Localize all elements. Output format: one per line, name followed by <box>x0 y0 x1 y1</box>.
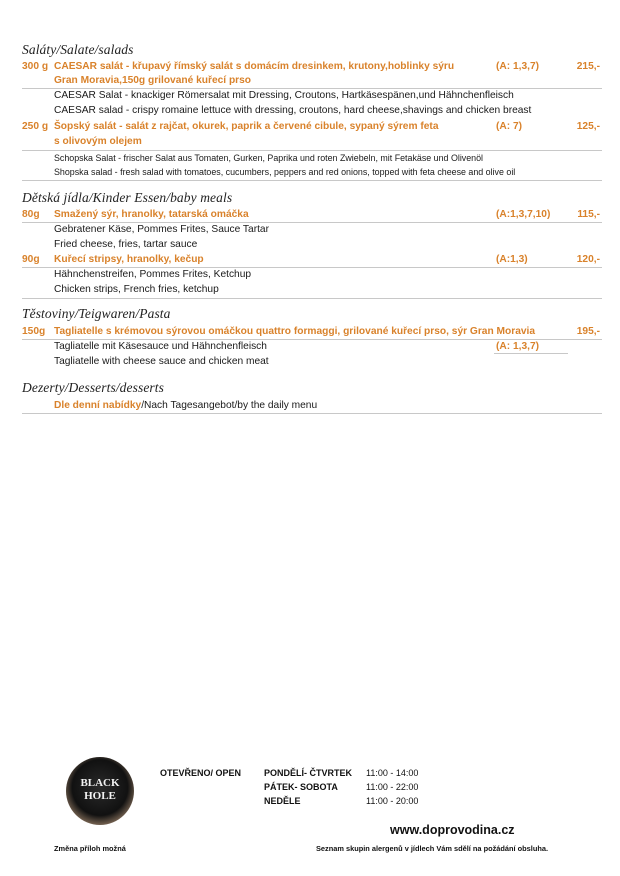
item-desc-de: CAESAR Salat - knackiger Römersalat mit Dressing, Croutons, Hartkäsespänen,und Hähnchenfleisch <box>54 90 514 101</box>
hours-time-0: 11:00 - 14:00 <box>366 768 419 778</box>
divider <box>22 298 602 299</box>
divider <box>494 353 568 354</box>
item-desc-en: Tagliatelle with cheese sauce and chicken meat <box>54 356 269 367</box>
item-weight: 150g <box>22 326 46 337</box>
item-name: CAESAR salát - křupavý římský salát s domácím dresinkem, krutony,hoblinky sýru <box>54 61 455 72</box>
dessert-line <box>54 399 317 413</box>
item-weight: 250 g <box>22 121 49 132</box>
hours-time-1: 11:00 - 22:00 <box>366 782 419 792</box>
open-label: OTEVŘENO/ OPEN <box>160 768 242 778</box>
item-price: 120,- <box>576 254 600 265</box>
item-allergens: (A: 7) <box>496 121 523 132</box>
section-title-kids: Dětská jídla/Kinder Essen/baby meals <box>22 190 233 205</box>
item-price: 215,- <box>576 61 600 72</box>
item-desc-de: Hähnchenstreifen, Pommes Frites, Ketchup <box>54 269 252 280</box>
divider <box>22 413 602 414</box>
item-desc-de: Tagliatelle mit Käsesauce und Hähnchenfleisch <box>54 341 267 352</box>
sides-note: Změna příloh možná <box>54 844 126 853</box>
dessert-rest: /Nach Tagesangebot/by the daily menu <box>141 400 318 411</box>
item-desc-en: Chicken strips, French fries, ketchup <box>54 284 219 295</box>
item-allergens: (A:1,3,7,10) <box>496 209 551 220</box>
divider <box>22 180 602 181</box>
item-weight: 80g <box>22 209 40 220</box>
item-desc-en: Shopska salad - fresh salad with tomatoes, cucumbers, peppers and red onions, topped with feta cheese and olive oil <box>54 167 516 177</box>
website-link[interactable]: www.doprovodina.cz <box>390 823 515 837</box>
section-title-salads: Saláty/Salate/salads <box>22 42 134 57</box>
item-allergens: (A: 1,3,7) <box>496 61 540 72</box>
item-name: Kuřecí stripsy, hranolky, kečup <box>54 254 204 265</box>
item-desc-en: Fried cheese, fries, tartar sauce <box>54 239 198 250</box>
item-price: 115,- <box>577 209 600 220</box>
hours-time-2: 11:00 - 20:00 <box>366 796 419 806</box>
section-title-pasta: Těstoviny/Teigwaren/Pasta <box>22 306 171 321</box>
item-name: Šopský salát - salát z rajčat, okurek, paprik a červené cibule, sypaný sýrem feta <box>54 121 439 132</box>
dessert-highlight: Dle denní nabídky <box>54 400 142 411</box>
item-desc-en: CAESAR salad - crispy romaine lettuce with dressing, croutons, hard cheese,shavings and chicken breast <box>54 105 532 116</box>
black-hole-logo <box>66 757 134 825</box>
item-allergens: (A:1,3) <box>496 254 528 265</box>
item-weight: 90g <box>22 254 40 265</box>
hours-days-0: PONDĚLÍ- ČTVRTEK <box>264 768 353 778</box>
hours-days-1: PÁTEK- SOBOTA <box>264 782 338 792</box>
logo-text: BLACK HOLE <box>80 777 120 802</box>
item-weight: 300 g <box>22 61 49 72</box>
item-name: Tagliatelle s krémovou sýrovou omáčkou quattro formaggi, grilované kuřecí prso, sýr Gran Moravia <box>54 326 536 337</box>
item-desc-de: Gebratener Käse, Pommes Frites, Sauce Tartar <box>54 224 269 235</box>
item-allergens: (A: 1,3,7) <box>496 341 540 352</box>
item-name: Smažený sýr, hranolky, tatarská omáčka <box>54 209 249 220</box>
item-price: 125,- <box>576 121 600 132</box>
hours-days-2: NEDĚLE <box>264 796 301 806</box>
item-price: 195,- <box>576 326 600 337</box>
item-desc-de: Schopska Salat - frischer Salat aus Tomaten, Gurken, Paprika und roten Zwiebeln, mit Fetakäse und Olivenöl <box>54 153 484 163</box>
item-name-cont: s olivovým olejem <box>54 136 142 147</box>
item-name-cont: Gran Moravia,150g grilované kuřecí prso <box>54 75 252 86</box>
allergen-note: Seznam skupin alergenů v jídlech Vám sdělí na požádání obsluha. <box>316 844 549 853</box>
section-title-desserts: Dezerty/Desserts/desserts <box>22 380 164 395</box>
